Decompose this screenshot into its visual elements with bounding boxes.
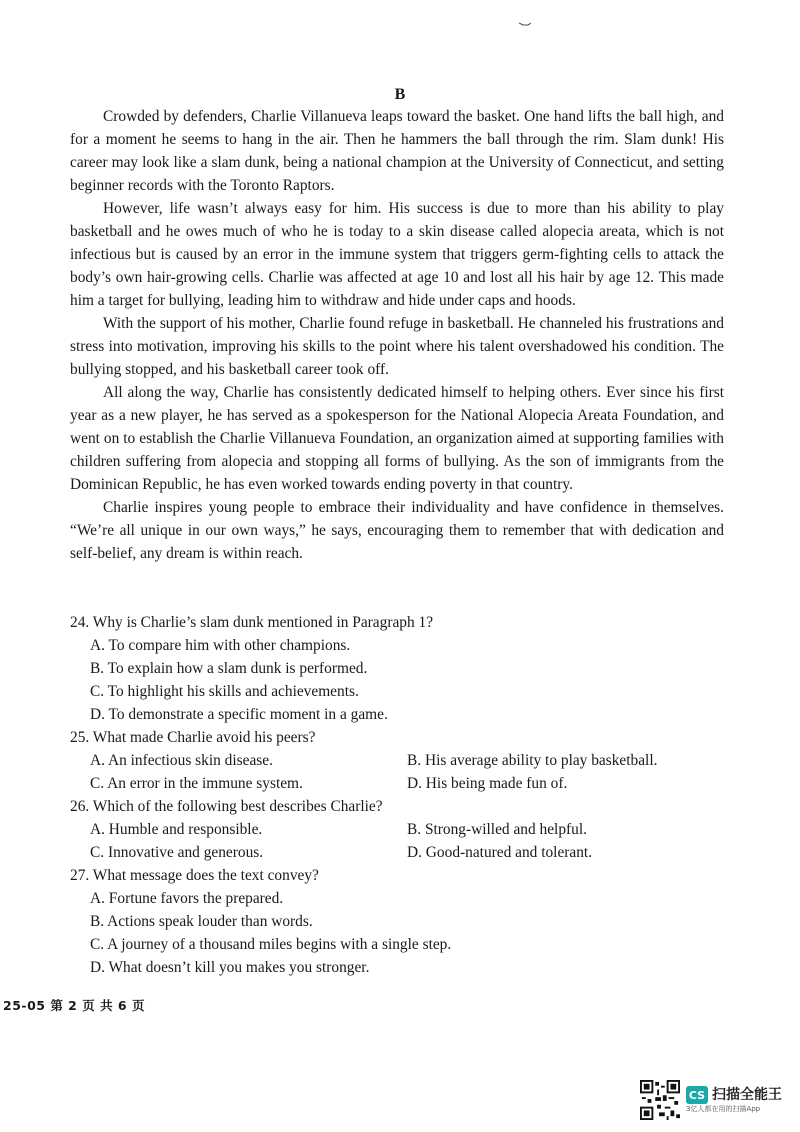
q24-option-c: C. To highlight his skills and achievements. xyxy=(90,683,359,700)
paragraph-1: Crowded by defenders, Charlie Villanueva leaps toward the basket. One hand lifts the ball high, and for a moment he seems to hang in the air. Then he hammers the ball through the rim. Slam dunk! His career may look like a slam dunk, being a national champion at the University of Connecticut, and setting beginner records with the Toronto Raptors. xyxy=(70,108,724,194)
paragraph-2: However, life wasn’t always easy for him. His success is due to more than his ability to play basketball and he owes much of who he is today to a skin disease called alopecia areata, which is not infectious but is caused by an error in the immune system that triggers germ-fighting cells to attack the body’s own hair-growing cells. Charlie was affected at age 10 and lost all his hair by age 12. This made him a target for bullying, leading him to withdraw and hide under caps and hoods. xyxy=(70,200,724,309)
q26-option-b: B. Strong-willed and helpful. xyxy=(407,821,587,838)
qr-code-icon xyxy=(640,1080,680,1120)
q25-option-a: A. An infectious skin disease. xyxy=(90,752,273,769)
page-footer: 25-05 第 2 页 共 6 页 xyxy=(3,998,145,1013)
paragraph-5: Charlie inspires young people to embrace their individuality and have confidence in themselves. “We’re all unique in our own ways,” he says, encouraging them to remember that with dedication and self-belief, any dream is within reach. xyxy=(70,499,724,562)
reading-passage xyxy=(70,105,724,565)
question-24-options xyxy=(70,634,724,726)
question-26-stem: 26. Which of the following best describes Charlie? xyxy=(70,798,383,815)
question-list xyxy=(70,611,724,979)
paragraph-4: All along the way, Charlie has consistently dedicated himself to helping others. Ever since his first year as a new player, he has served as a spokesperson for the National Alopecia Areata Foundation, and went on to establish the Charlie Villanueva Foundation, an organization aimed at supporting families with children suffering from alopecia and stopping all forms of bullying. As the son of immigrants from the Dominican Republic, he has even worked towards ending poverty in that country. xyxy=(70,384,724,493)
question-27-options xyxy=(70,887,724,979)
q27-option-a: A. Fortune favors the prepared. xyxy=(90,890,284,907)
q26-option-d: D. Good-natured and tolerant. xyxy=(407,844,593,861)
question-25-stem: 25. What made Charlie avoid his peers? xyxy=(70,729,316,746)
q26-option-c: C. Innovative and generous. xyxy=(90,844,264,861)
q27-option-c: C. A journey of a thousand miles begins with a single step. xyxy=(90,936,452,953)
question-27-stem: 27. What message does the text convey? xyxy=(70,867,319,884)
paragraph-3: With the support of his mother, Charlie found refuge in basketball. He channeled his frustrations and stress into motivation, improving his skills to the point where his talent overshadowed his condition. The bullying stopped, and his basketball career took off. xyxy=(70,315,724,378)
question-25-options xyxy=(70,749,724,795)
q24-option-d: D. To demonstrate a specific moment in a game. xyxy=(90,706,388,723)
scanner-brand-name: 扫描全能王 xyxy=(712,1087,782,1103)
section-label: B xyxy=(394,86,406,103)
camscanner-logo-icon: CS xyxy=(686,1086,708,1104)
scanner-app-badge xyxy=(640,1080,790,1120)
q25-option-d: D. His being made fun of. xyxy=(407,775,568,792)
question-26-options xyxy=(70,818,724,864)
q25-option-c: C. An error in the immune system. xyxy=(90,775,303,792)
q25-option-b: B. His average ability to play basketball. xyxy=(407,752,658,769)
q27-option-b: B. Actions speak louder than words. xyxy=(90,913,313,930)
scan-speck-mark xyxy=(519,22,531,26)
scanner-tagline: 3亿人都在用的扫描App xyxy=(686,1105,761,1113)
q26-option-a: A. Humble and responsible. xyxy=(90,821,263,838)
q27-option-d: D. What doesn’t kill you makes you stronger. xyxy=(90,959,370,976)
q24-option-b: B. To explain how a slam dunk is performed. xyxy=(90,660,368,677)
q24-option-a: A. To compare him with other champions. xyxy=(90,637,351,654)
question-24-stem: 24. Why is Charlie’s slam dunk mentioned in Paragraph 1? xyxy=(70,614,434,631)
